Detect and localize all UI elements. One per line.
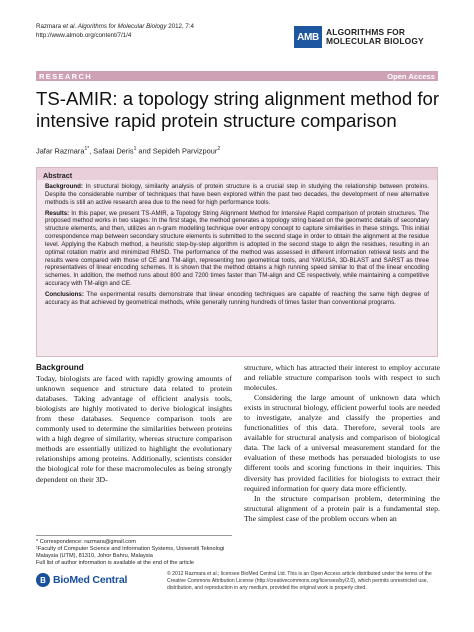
- correspondence-note: * Correspondence: razmara@gmail.com: [36, 539, 136, 545]
- article-type-bar: [36, 71, 438, 81]
- abstract-conclusions: [45, 291, 429, 307]
- conclusions-text: The experimental results demonstrate that linear encoding techniques are capable of reaching the same high degree of accuracy as that achieved by geometrical methods, while generally running hundreds of times faster than conventional programs.: [45, 290, 429, 306]
- author-1-affil: 1*: [84, 146, 90, 152]
- author-2-affil: 1: [133, 146, 137, 152]
- background-label: Background:: [45, 183, 83, 190]
- copyright-notice: © 2012 Razmara et al.; licensee BioMed Central Ltd. This is an Open Access article distributed under the terms of the Creative Commons Attribution License (http://creativecommons.org/licenses/by/2.0), which permits unrestricted use, distribution, and reproduction in any medium, provided the original work is properly cited.: [167, 571, 432, 591]
- results-text: In this paper, we present TS-AMIR, a Topology String Alignment Method for Intensive Rapid comparison of protein structures. The proposed method works in two stages: In the first stage, the method generates a topology string based on the geometric details of secondary structure elements, and then, utilizes an n-gram modelling technique over entropy concept to capture similarities in these strings. This initial correspondence map between secondary structure elements is submitted to the second stage in order to obtain the alignment at the residue level. Applying the Kabsch method, a heuristic step-by-step algorithm is adopted in the second stage to align the residues, resulting in an optimal rotation matrix and minimized RMSD. The performance of the method was assessed in different information retrieval tests and the results were compared with those of CE and TM-align, representing two geometrical tools, and YAKUSA, 3D-BLAST and SARST as three representatives of linear encoding schemes. It is shown that the method obtains a high running speed similar to that of the linear encoding schemes. In addition, the method runs about 800 and 7200 times faster than TM-align and CE respectively, while maintaining a competitive accuracy with TM-align and CE.: [45, 209, 429, 288]
- affiliation-note: ¹Faculty of Computer Science and Information Systems, Universiti Teknologi Malaysia (UTM), 81310, Johor Bahru, Malaysia: [36, 546, 225, 560]
- citation-authors: Razmara: [36, 23, 63, 30]
- author-2: , Safaai Deris: [89, 146, 134, 156]
- abstract-box: [36, 167, 438, 357]
- background-text: In structural biology, similarity analysis of protein structure is a crucial step in studying the relationship between proteins. Despite the considerable number of techniques that have been explored within the past two decades, the development of new alternative methods is still an active research area due to the need for high performance tools.: [45, 183, 429, 206]
- author-3-affil: 2: [217, 146, 221, 152]
- body-paragraph: In the structure comparison problem, determining the structural alignment of a protein pair is a fundamental step. The simplest case of the problem occurs when an: [244, 493, 440, 523]
- body-paragraph: Considering the large amount of unknown data which exists in structural biology, efficient powerful tools are needed to investigate, analyze and classify the properties and functionalities of this data. Therefore, several tools are available for structural analysis and comparison of biological data. The lack of a universal measurement standard for the evaluation of these methods has persuaded biologists to use different tools and scoring functions in their inquiries. This diversity has provided facilities for biologists to extract their required information for query data more efficiently.: [244, 393, 440, 493]
- open-access-label: Open Access: [387, 71, 435, 81]
- footnotes: [36, 535, 232, 567]
- author-1: Jafar Razmara: [36, 146, 85, 156]
- section-title-background: Background: [36, 363, 84, 372]
- body-column-left: [36, 363, 232, 485]
- biomed-central-icon: B: [36, 573, 50, 587]
- abstract-results: [45, 210, 429, 288]
- journal-name-line2: MOLECULAR BIOLOGY: [326, 36, 424, 46]
- article-type: RESEARCH: [39, 71, 93, 81]
- author-3: and Sepideh Parvizpour: [136, 146, 218, 156]
- body-paragraph: Today, biologists are faced with rapidly growing amounts of unknown sequence and structure data related to protein databases. Taking advantage of efficient analysis tools, biologists are highly motivated to derive biological insights from these databases. Sequence comparison tools are commonly used to determine the similarities between proteins with a high degree of similarity, whereas structure comparison methods are essentially utilized to highlight the evolutionary relationships among proteins. Additionally, scientists consider the biological role for these macromolecules as being strongly dependent on their 3D-: [36, 374, 232, 484]
- publisher-name: BioMed Central: [53, 574, 128, 586]
- body-paragraph: structure, which has attracted their interest to employ accurate and reliable structure comparison tools with respect to such molecules.: [244, 363, 440, 393]
- citation-volume: 2012, 7:4: [166, 23, 194, 30]
- citation-et-al: et al.: [62, 23, 77, 30]
- conclusions-label: Conclusions:: [45, 290, 84, 298]
- citation-journal: Algorithms for Molecular Biology: [76, 23, 167, 30]
- body-column-right: [244, 363, 440, 524]
- abstract-background: [45, 183, 429, 207]
- article-title: TS-AMIR: a topology string alignment method for intensive rapid protein structure comparison: [36, 88, 440, 131]
- citation-url[interactable]: http://www.almob.org/content/7/1/4: [36, 32, 132, 39]
- abstract-heading: Abstract: [37, 168, 437, 180]
- author-list: [36, 146, 220, 155]
- abstract-body: [37, 180, 437, 307]
- page-footer: [36, 571, 440, 607]
- journal-name: [326, 28, 424, 46]
- author-info-note: Full list of author information is available at the end of the article: [36, 560, 194, 567]
- biomed-central-logo: [36, 573, 127, 587]
- journal-logo: [294, 26, 424, 48]
- journal-name-line1: ALGORITHMS FOR: [326, 27, 406, 37]
- results-label: Results:: [45, 209, 70, 217]
- amb-logo-mark: AMB: [294, 26, 322, 48]
